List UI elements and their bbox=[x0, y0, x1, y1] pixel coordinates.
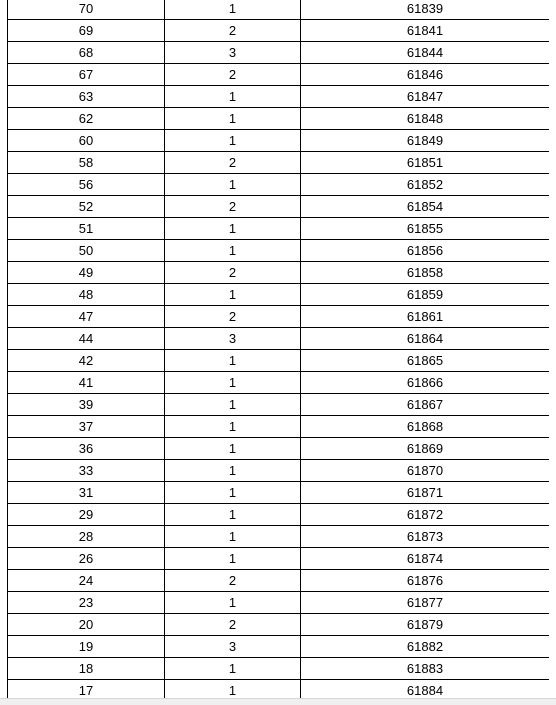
count-cell: 1 bbox=[165, 218, 301, 240]
table-row bbox=[8, 394, 550, 416]
score-cell: 19 bbox=[8, 636, 165, 658]
count-cell: 1 bbox=[165, 240, 301, 262]
score-cell: 47 bbox=[8, 306, 165, 328]
count-cell: 2 bbox=[165, 196, 301, 218]
score-cell: 49 bbox=[8, 262, 165, 284]
count-cell: 2 bbox=[165, 64, 301, 86]
table-row bbox=[8, 526, 550, 548]
table-row bbox=[8, 372, 550, 394]
table-row bbox=[8, 152, 550, 174]
table-row bbox=[8, 306, 550, 328]
count-cell: 1 bbox=[165, 482, 301, 504]
score-cell: 48 bbox=[8, 284, 165, 306]
count-cell: 1 bbox=[165, 658, 301, 680]
score-cell: 36 bbox=[8, 438, 165, 460]
score-cell: 17 bbox=[8, 680, 165, 699]
score-cell: 60 bbox=[8, 130, 165, 152]
table-row bbox=[8, 416, 550, 438]
count-cell: 1 bbox=[165, 504, 301, 526]
cumulative-cell: 61849 bbox=[301, 130, 550, 152]
score-cell: 29 bbox=[8, 504, 165, 526]
page-right-margin bbox=[549, 0, 556, 698]
score-cell: 24 bbox=[8, 570, 165, 592]
count-cell: 1 bbox=[165, 592, 301, 614]
cumulative-cell: 61879 bbox=[301, 614, 550, 636]
table-row bbox=[8, 262, 550, 284]
table-row bbox=[8, 174, 550, 196]
table-row bbox=[8, 350, 550, 372]
table-row bbox=[8, 130, 550, 152]
count-cell: 1 bbox=[165, 350, 301, 372]
cumulative-cell: 61868 bbox=[301, 416, 550, 438]
score-table-container bbox=[7, 0, 549, 698]
cumulative-cell: 61846 bbox=[301, 64, 550, 86]
table-row bbox=[8, 482, 550, 504]
score-cell: 23 bbox=[8, 592, 165, 614]
score-cell: 63 bbox=[8, 86, 165, 108]
count-cell: 1 bbox=[165, 548, 301, 570]
cumulative-cell: 61858 bbox=[301, 262, 550, 284]
table-row bbox=[8, 438, 550, 460]
table-row bbox=[8, 240, 550, 262]
count-cell: 3 bbox=[165, 636, 301, 658]
count-cell: 1 bbox=[165, 86, 301, 108]
table-row bbox=[8, 108, 550, 130]
cumulative-cell: 61844 bbox=[301, 42, 550, 64]
count-cell: 1 bbox=[165, 284, 301, 306]
table-row bbox=[8, 658, 550, 680]
count-cell: 1 bbox=[165, 438, 301, 460]
score-cell: 56 bbox=[8, 174, 165, 196]
table-row bbox=[8, 548, 550, 570]
score-cell: 44 bbox=[8, 328, 165, 350]
table-row bbox=[8, 218, 550, 240]
count-cell: 2 bbox=[165, 262, 301, 284]
score-cell: 68 bbox=[8, 42, 165, 64]
table-row bbox=[8, 284, 550, 306]
cumulative-cell: 61883 bbox=[301, 658, 550, 680]
cumulative-cell: 61854 bbox=[301, 196, 550, 218]
cumulative-cell: 61870 bbox=[301, 460, 550, 482]
cumulative-cell: 61866 bbox=[301, 372, 550, 394]
cumulative-cell: 61874 bbox=[301, 548, 550, 570]
score-cell: 37 bbox=[8, 416, 165, 438]
table-row bbox=[8, 614, 550, 636]
score-cell: 28 bbox=[8, 526, 165, 548]
cumulative-cell: 61867 bbox=[301, 394, 550, 416]
cumulative-cell: 61873 bbox=[301, 526, 550, 548]
cumulative-cell: 61861 bbox=[301, 306, 550, 328]
count-cell: 1 bbox=[165, 372, 301, 394]
table-row bbox=[8, 636, 550, 658]
score-cell: 70 bbox=[8, 0, 165, 20]
table-row bbox=[8, 504, 550, 526]
cumulative-cell: 61847 bbox=[301, 86, 550, 108]
count-cell: 2 bbox=[165, 20, 301, 42]
cumulative-cell: 61864 bbox=[301, 328, 550, 350]
table-row bbox=[8, 42, 550, 64]
count-cell: 2 bbox=[165, 152, 301, 174]
count-cell: 1 bbox=[165, 460, 301, 482]
cumulative-cell: 61859 bbox=[301, 284, 550, 306]
cumulative-cell: 61841 bbox=[301, 20, 550, 42]
table-row bbox=[8, 460, 550, 482]
count-cell: 1 bbox=[165, 416, 301, 438]
score-cell: 26 bbox=[8, 548, 165, 570]
cumulative-cell: 61877 bbox=[301, 592, 550, 614]
count-cell: 1 bbox=[165, 526, 301, 548]
cumulative-cell: 61865 bbox=[301, 350, 550, 372]
table-row bbox=[8, 20, 550, 42]
table-row bbox=[8, 0, 550, 20]
table-row bbox=[8, 328, 550, 350]
cumulative-cell: 61851 bbox=[301, 152, 550, 174]
count-cell: 2 bbox=[165, 306, 301, 328]
score-cell: 67 bbox=[8, 64, 165, 86]
score-cell: 31 bbox=[8, 482, 165, 504]
cumulative-cell: 61869 bbox=[301, 438, 550, 460]
score-cell: 58 bbox=[8, 152, 165, 174]
cumulative-cell: 61871 bbox=[301, 482, 550, 504]
table-row bbox=[8, 592, 550, 614]
cumulative-cell: 61855 bbox=[301, 218, 550, 240]
count-cell: 1 bbox=[165, 174, 301, 196]
cumulative-cell: 61848 bbox=[301, 108, 550, 130]
cumulative-cell: 61884 bbox=[301, 680, 550, 699]
count-cell: 2 bbox=[165, 614, 301, 636]
count-cell: 1 bbox=[165, 680, 301, 699]
table-row bbox=[8, 570, 550, 592]
score-cell: 41 bbox=[8, 372, 165, 394]
cumulative-cell: 61856 bbox=[301, 240, 550, 262]
score-cell: 39 bbox=[8, 394, 165, 416]
count-cell: 2 bbox=[165, 570, 301, 592]
score-cell: 20 bbox=[8, 614, 165, 636]
cumulative-cell: 61872 bbox=[301, 504, 550, 526]
count-cell: 3 bbox=[165, 42, 301, 64]
table-row bbox=[8, 196, 550, 218]
table-row bbox=[8, 680, 550, 699]
count-cell: 1 bbox=[165, 130, 301, 152]
score-cell: 33 bbox=[8, 460, 165, 482]
cumulative-cell: 61839 bbox=[301, 0, 550, 20]
count-cell: 1 bbox=[165, 108, 301, 130]
count-cell: 3 bbox=[165, 328, 301, 350]
cumulative-cell: 61852 bbox=[301, 174, 550, 196]
count-cell: 1 bbox=[165, 0, 301, 20]
cumulative-cell: 61882 bbox=[301, 636, 550, 658]
table-body bbox=[8, 0, 550, 698]
score-cell: 42 bbox=[8, 350, 165, 372]
score-cell: 18 bbox=[8, 658, 165, 680]
table-row bbox=[8, 64, 550, 86]
score-cell: 51 bbox=[8, 218, 165, 240]
score-cell: 69 bbox=[8, 20, 165, 42]
score-cell: 52 bbox=[8, 196, 165, 218]
score-cell: 50 bbox=[8, 240, 165, 262]
score-cell: 62 bbox=[8, 108, 165, 130]
score-table bbox=[7, 0, 549, 698]
count-cell: 1 bbox=[165, 394, 301, 416]
table-row bbox=[8, 86, 550, 108]
cumulative-cell: 61876 bbox=[301, 570, 550, 592]
